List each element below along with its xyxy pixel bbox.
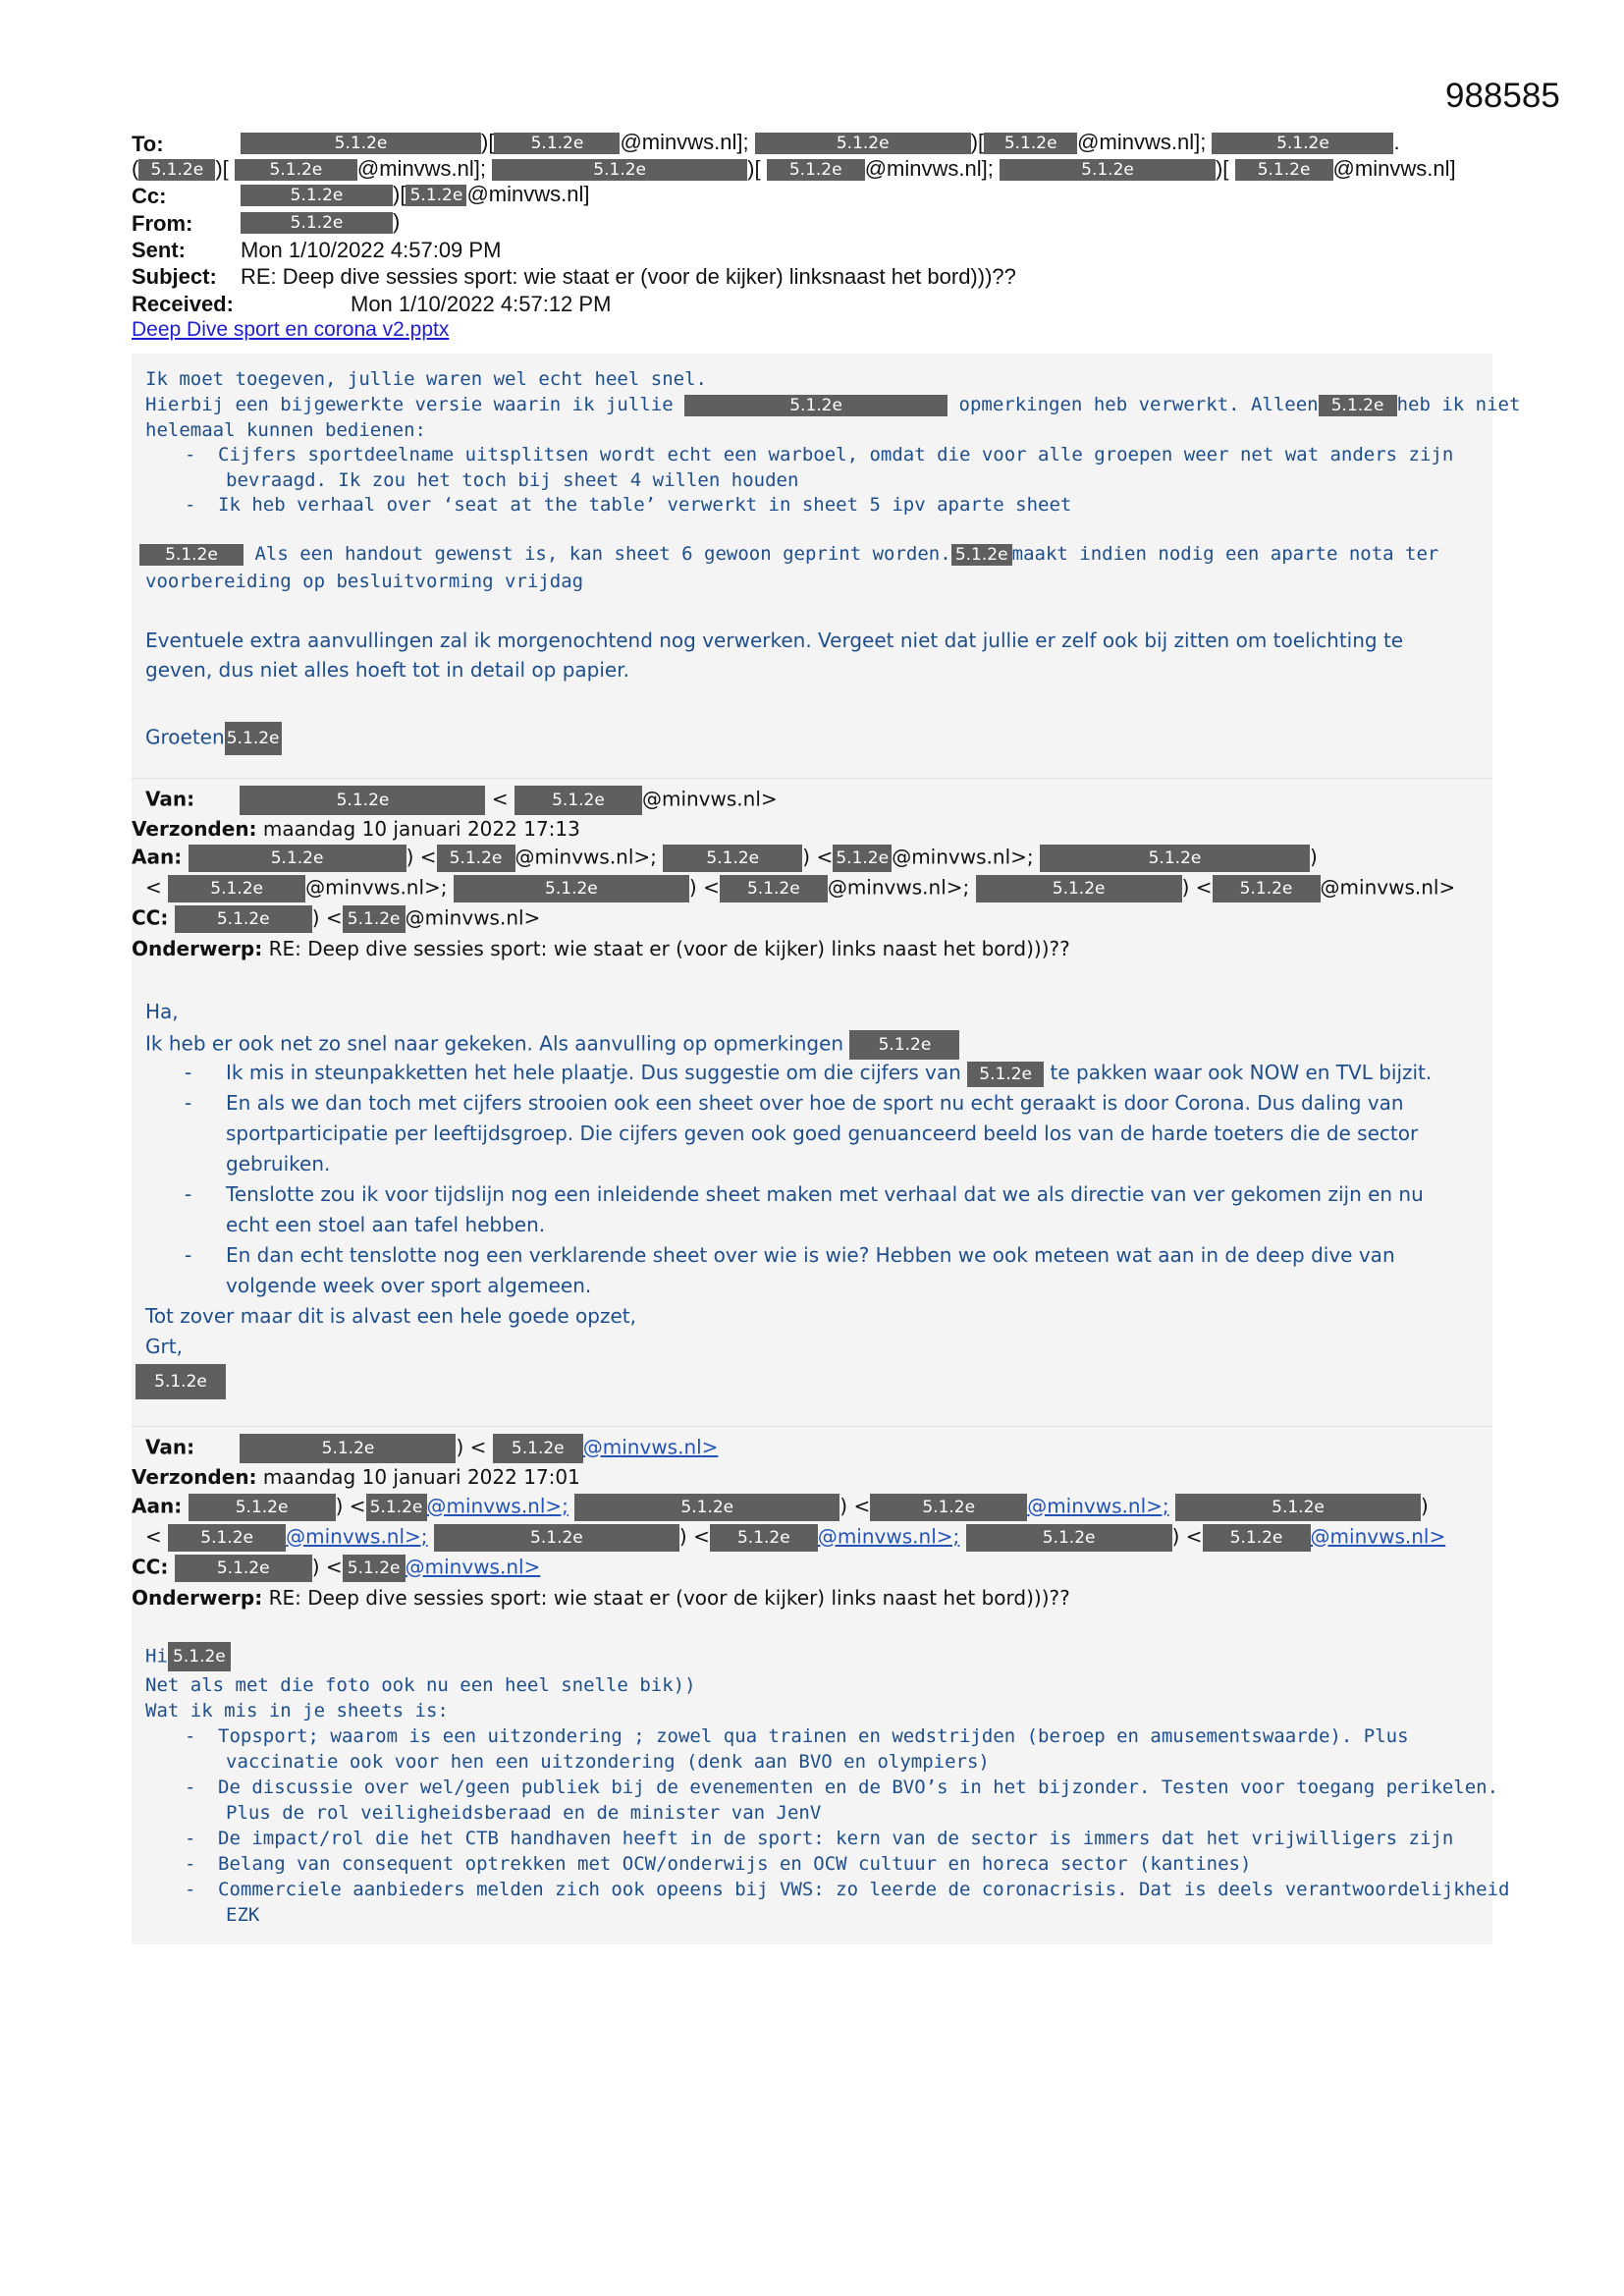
redaction: 5.1.2e: [240, 786, 485, 815]
redaction: 5.1.2e: [189, 1494, 336, 1521]
redaction: 5.1.2e: [454, 875, 689, 902]
redaction: 5.1.2e: [833, 845, 892, 872]
bullet-dash: -: [185, 1853, 196, 1875]
msg1-bullet1-cont: bevraagd. Ik zou het toch bij sheet 4 willen houden: [226, 469, 799, 491]
msg3-line2: Wat ik mis in je sheets is:: [145, 1700, 449, 1722]
bullet-dash: -: [185, 1777, 196, 1798]
msg1-bullet2: Ik heb verhaal over ‘seat at the table’ verwerkt in sheet 5 ipv aparte sheet: [218, 494, 1072, 516]
msg1-line3: helemaal kunnen bedienen:: [145, 419, 426, 441]
msg3-cc: CC: 5.1.2e ) < 5.1.2e @minvws.nl>: [132, 1555, 540, 1582]
msg2-bullet4-cont: volgende week over sport algemeen.: [226, 1274, 592, 1297]
document-number: 988585: [1445, 77, 1560, 115]
sent-label: Sent:: [132, 238, 186, 262]
msg3-hi: Hi 5.1.2e: [145, 1642, 231, 1671]
redaction: 5.1.2e: [870, 1494, 1027, 1521]
redaction: 5.1.2e: [966, 1524, 1172, 1552]
redaction: 5.1.2e: [175, 1555, 312, 1582]
redaction: 5.1.2e: [175, 905, 312, 933]
msg1-line1: Ik moet toegeven, jullie waren wel echt heel snel.: [145, 368, 707, 390]
msg3-bullet4: Belang van consequent optrekken met OCW/onderwijs en OCW cultuur en horeca sector (kantines): [218, 1853, 1252, 1875]
redaction: 5.1.2e: [241, 185, 393, 206]
redaction: 5.1.2e: [366, 1494, 427, 1521]
redaction: 5.1.2e: [235, 159, 357, 181]
msg2-grt: Grt,: [145, 1335, 183, 1358]
received-label: Received:: [132, 292, 234, 316]
msg3-line1: Net als met die foto ook nu een heel snelle bik)): [145, 1674, 696, 1696]
bullet-dash: -: [185, 1725, 196, 1747]
redaction: 5.1.2e: [343, 1555, 406, 1582]
redaction: 5.1.2e: [1235, 159, 1333, 181]
redaction: 5.1.2e: [767, 159, 865, 181]
msg1-greeting: Groeten 5.1.2e: [145, 722, 282, 755]
email-link[interactable]: @minvws.nl>: [582, 1435, 719, 1459]
redaction: 5.1.2e: [755, 133, 971, 154]
email-link[interactable]: @minvws.nl>;: [426, 1494, 568, 1518]
redaction: 5.1.2e: [139, 544, 244, 566]
msg2-bullet2: En als we dan toch met cijfers strooien ook een sheet over hoe de sport nu echt geraakt is door Corona. Dus daling van: [226, 1091, 1404, 1115]
bullet-dash: -: [185, 1061, 192, 1084]
msg2-aan-line2: < 5.1.2e @minvws.nl>; 5.1.2e ) < 5.1.2e @minvws.nl>; 5.1.2e ) < 5.1.2e @minvws.nl>: [145, 875, 1455, 902]
msg2-van: Van: 5.1.2e < 5.1.2e @minvws.nl>: [145, 786, 778, 815]
msg1-bullet1: Cijfers sportdeelname uitsplitsen wordt echt een warboel, omdat die voor alle groepen weer net wat anders zijn: [218, 444, 1454, 465]
msg2-bullet2-cont2: gebruiken.: [226, 1152, 331, 1175]
to-line-2: ( 5.1.2e )[ 5.1.2e @minvws.nl]; 5.1.2e )[ 5.1.2e @minvws.nl]; 5.1.2e )[ 5.1.2e @minvws.nl]: [132, 156, 1456, 181]
bullet-dash: -: [185, 1243, 192, 1267]
redaction: 5.1.2e: [1203, 1524, 1311, 1552]
redaction: 5.1.2e: [849, 1030, 959, 1060]
bullet-dash: -: [185, 1828, 196, 1849]
bullet-dash: -: [185, 444, 196, 465]
redaction: 5.1.2e: [967, 1062, 1044, 1087]
msg2-line1: Ik heb er ook net zo snel naar gekeken. Als aanvulling op opmerkingen 5.1.2e: [145, 1030, 959, 1060]
redaction: 5.1.2e: [437, 845, 515, 872]
redaction: 5.1.2e: [984, 133, 1077, 154]
email-link[interactable]: @minvws.nl>: [1310, 1524, 1446, 1549]
received-value: Mon 1/10/2022 4:57:12 PM: [351, 292, 612, 316]
redaction: 5.1.2e: [1175, 1494, 1421, 1521]
msg1-para2-cont: voorbereiding op besluitvorming vrijdag: [145, 571, 584, 592]
redaction: 5.1.2e: [138, 159, 215, 181]
redaction: 5.1.2e: [514, 786, 642, 815]
msg1-para3: Eventuele extra aanvullingen zal ik morgenochtend nog verwerken. Vergeet niet dat jullie er zelf ook bij zitten om toelichting te: [145, 629, 1404, 652]
msg2-cc: CC: 5.1.2e ) < 5.1.2e @minvws.nl>: [132, 905, 540, 933]
msg2-onderwerp: Onderwerp: RE: Deep dive sessies sport: wie staat er (voor de kijker) links naast het bord)))??: [132, 937, 1070, 960]
redaction: 5.1.2e: [493, 1434, 583, 1463]
redaction: 5.1.2e: [241, 212, 393, 234]
redaction: 5.1.2e: [951, 544, 1012, 566]
redaction: 5.1.2e: [720, 875, 828, 902]
redaction: 5.1.2e: [663, 845, 802, 872]
from-value: 5.1.2e ): [241, 208, 400, 235]
email-link[interactable]: @minvws.nl>: [405, 1555, 541, 1579]
sent-value: Mon 1/10/2022 4:57:09 PM: [241, 238, 502, 262]
msg3-onderwerp: Onderwerp: RE: Deep dive sessies sport: wie staat er (voor de kijker) links naast het bord)))??: [132, 1586, 1070, 1610]
msg2-verzonden: Verzonden: maandag 10 januari 2022 17:13: [132, 817, 580, 841]
msg3-aan-line1: Aan: 5.1.2e ) < 5.1.2e @minvws.nl>; 5.1.2e ) < 5.1.2e @minvws.nl>; 5.1.2e ): [132, 1494, 1429, 1521]
msg2-ha: Ha,: [145, 1000, 179, 1023]
msg3-bullet3: De impact/rol die het CTB handhaven heeft in de sport: kern van de sector is immers dat het vrijwilligers zijn: [218, 1828, 1454, 1849]
redaction: 5.1.2e: [492, 159, 747, 181]
email-link[interactable]: @minvws.nl>;: [1027, 1494, 1169, 1518]
redaction: 5.1.2e: [406, 185, 466, 206]
redaction: 5.1.2e: [976, 875, 1182, 902]
redaction: 5.1.2e: [135, 1364, 226, 1399]
msg2-signature: [135, 1364, 226, 1399]
msg3-bullet2-cont: Plus de rol veiligheidsberaad en de minister van JenV: [226, 1802, 822, 1824]
redaction: 5.1.2e: [1212, 133, 1393, 154]
msg3-aan-line2: < 5.1.2e @minvws.nl>; 5.1.2e ) < 5.1.2e @minvws.nl>; 5.1.2e ) < 5.1.2e @minvws.nl>: [145, 1524, 1445, 1552]
from-label: From:: [132, 211, 193, 236]
email-link[interactable]: @minvws.nl>;: [286, 1524, 428, 1549]
to-line-1: 5.1.2e )[ 5.1.2e @minvws.nl]; 5.1.2e )[ 5.1.2e @minvws.nl]; 5.1.2e .: [241, 129, 1400, 155]
msg3-bullet5-cont: EZK: [226, 1904, 260, 1926]
redaction: 5.1.2e: [225, 722, 282, 755]
msg3-van: Van: 5.1.2e ) < 5.1.2e @minvws.nl>: [145, 1434, 718, 1463]
bullet-dash: -: [185, 1879, 196, 1900]
msg1-para3-cont: geven, dus niet alles hoeft tot in detail op papier.: [145, 658, 629, 682]
msg3-verzonden: Verzonden: maandag 10 januari 2022 17:01: [132, 1465, 580, 1489]
redaction: 5.1.2e: [574, 1494, 839, 1521]
redaction: 5.1.2e: [1000, 159, 1216, 181]
subject-label: Subject:: [132, 264, 217, 289]
attachment-link[interactable]: Deep Dive sport en corona v2.pptx: [132, 318, 450, 341]
msg2-bullet4: En dan echt tenslotte nog een verklarende sheet over wie is wie? Hebben we ook meteen wat aan in de deep dive van: [226, 1243, 1395, 1267]
redaction: 5.1.2e: [168, 1524, 286, 1552]
redaction: 5.1.2e: [1040, 845, 1310, 872]
msg2-closing: Tot zover maar dit is alvast een hele goede opzet,: [145, 1304, 636, 1328]
msg2-bullet1: Ik mis in steunpakketten het hele plaatje. Dus suggestie om die cijfers van 5.1.2e te pakken waar ook NOW en TVL bijzit.: [226, 1061, 1432, 1087]
separator: [132, 778, 1492, 779]
redaction: 5.1.2e: [168, 1642, 231, 1671]
msg3-bullet1: Topsport; waarom is een uitzondering ; zowel qua trainen en wedstrijden (beroep en amusementswaarde). Plus: [218, 1725, 1409, 1747]
redaction: 5.1.2e: [684, 395, 947, 416]
bullet-dash: -: [185, 1182, 192, 1206]
email-link[interactable]: @minvws.nl>;: [817, 1524, 960, 1549]
msg3-bullet2: De discussie over wel/geen publiek bij de evenementen en de BVO’s in het bijzonder. Testen voor toegang perikelen.: [218, 1777, 1499, 1798]
redaction: 5.1.2e: [1319, 395, 1397, 416]
msg1-para2: 5.1.2e Als een handout gewenst is, kan sheet 6 gewoon geprint worden. 5.1.2e maakt indien nodig een aparte nota ter: [139, 543, 1438, 566]
redaction: 5.1.2e: [189, 845, 406, 872]
cc-value: 5.1.2e )[ 5.1.2e @minvws.nl]: [241, 181, 589, 207]
redaction: 5.1.2e: [168, 875, 305, 902]
redaction: 5.1.2e: [494, 133, 620, 154]
msg2-aan-line1: Aan: 5.1.2e ) < 5.1.2e @minvws.nl>; 5.1.2e ) < 5.1.2e @minvws.nl>; 5.1.2e ): [132, 845, 1318, 872]
msg3-bullet5: Commerciele aanbieders melden zich ook opeens bij VWS: zo leerde de coronacrisis. Dat is deels verantwoordelijkheid: [218, 1879, 1510, 1900]
to-label: To:: [132, 132, 164, 156]
redaction: 5.1.2e: [343, 905, 406, 933]
redaction: 5.1.2e: [434, 1524, 679, 1552]
bullet-dash: -: [185, 1091, 192, 1115]
msg2-bullet3-cont: echt een stoel aan tafel hebben.: [226, 1213, 546, 1236]
msg3-bullet1-cont: vaccinatie ook voor hen een uitzondering (denk aan BVO en olympiers): [226, 1751, 990, 1773]
msg1-line2: Hierbij een bijgewerkte versie waarin ik jullie 5.1.2e opmerkingen heb verwerkt. Alleen 5.1.2e heb ik niet: [145, 394, 1521, 415]
cc-label: Cc:: [132, 184, 167, 208]
bullet-dash: -: [185, 494, 196, 516]
msg2-bullet2-cont: sportparticipatie per leeftijdsgroep. Die cijfers geven ook goed genuanceerd beeld los van de harde toeters die de sector: [226, 1121, 1419, 1145]
redaction: 5.1.2e: [240, 1434, 456, 1463]
msg2-bullet3: Tenslotte zou ik voor tijdslijn nog een inleidende sheet maken met verhaal dat we als directie van ver gekomen zijn en nu: [226, 1182, 1424, 1206]
redaction: 5.1.2e: [710, 1524, 818, 1552]
subject-value: RE: Deep dive sessies sport: wie staat er (voor de kijker) linksnaast het bord)))??: [241, 264, 1016, 289]
separator: [132, 1426, 1492, 1427]
redaction: 5.1.2e: [241, 133, 481, 154]
redaction: 5.1.2e: [1213, 875, 1321, 902]
